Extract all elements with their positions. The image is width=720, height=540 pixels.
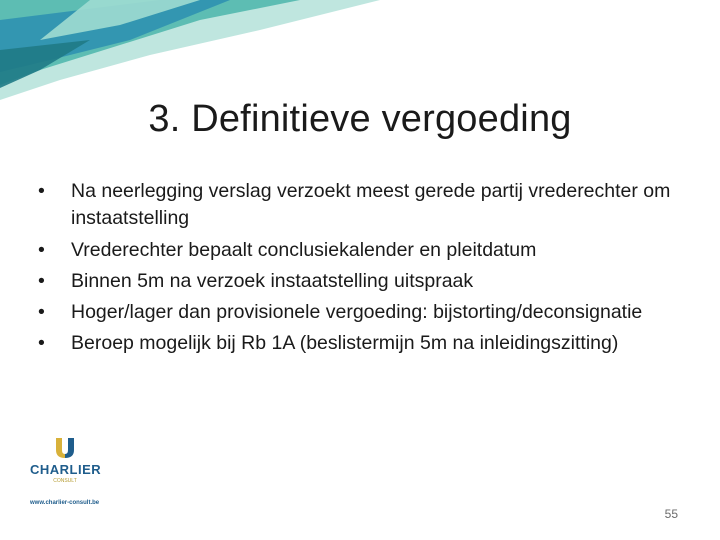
logo-tagline: CONSULT bbox=[53, 478, 77, 484]
bullet-text: Na neerlegging verslag verzoekt meest gerede partij vrederechter om instaatstelling bbox=[71, 180, 671, 230]
bullet-item bbox=[36, 178, 686, 233]
bullet-text: Vrederechter bepaalt conclusiekalender en pleitdatum bbox=[71, 238, 537, 261]
bullet-text: Hoger/lager dan provisionele vergoeding: bijstorting/deconsignatie bbox=[71, 301, 643, 324]
bullet-icon: • bbox=[38, 332, 45, 355]
bullet-item bbox=[36, 330, 686, 357]
slide-title: 3. Definitieve vergoeding bbox=[148, 98, 572, 140]
bullet-icon: • bbox=[38, 269, 45, 292]
bullet-item bbox=[36, 268, 686, 295]
bullet-item bbox=[36, 237, 686, 264]
company-logo bbox=[30, 436, 110, 516]
bullet-item bbox=[36, 299, 686, 326]
corner-decoration bbox=[0, 0, 380, 110]
bullet-icon: • bbox=[38, 238, 45, 261]
logo-mark-icon bbox=[54, 436, 76, 460]
bullet-text: Binnen 5m na verzoek instaatstelling uitspraak bbox=[71, 269, 474, 292]
bullet-icon: • bbox=[38, 301, 45, 324]
page-number: 55 bbox=[664, 507, 678, 521]
logo-name: CHARLIER bbox=[30, 462, 102, 477]
logo-url[interactable]: www.charlier-consult.be bbox=[30, 500, 100, 506]
bullet-icon: • bbox=[38, 180, 45, 202]
bullet-text: Beroep mogelijk bij Rb 1A (beslistermijn 5m na inleidingszitting) bbox=[71, 332, 619, 355]
bullet-list bbox=[36, 178, 686, 362]
